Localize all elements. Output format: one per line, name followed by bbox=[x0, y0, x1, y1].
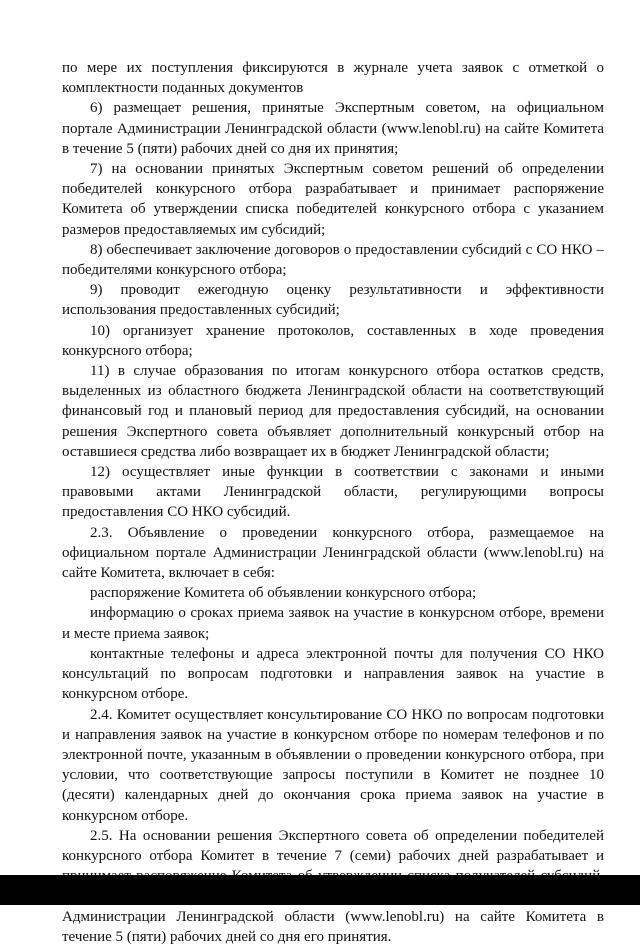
paragraph-announcement-dates: информацию о сроках приема заявок на участие в конкурсном отборе, времени и месте приема заявок; bbox=[62, 605, 604, 642]
paragraph-continuation: по мере их поступления фиксируются в журнале учета заявок с отметкой о комплектности поданных документов bbox=[62, 60, 604, 97]
paragraph-item-6: 6) размещает решения, принятые Экспертным советом, на официальном портале Администрации Ленинградской области (www.lenobl.ru) на сайте Комитета в течение 5 (пяти) рабочих дней со дня их принятия; bbox=[62, 100, 604, 157]
paragraph-item-9: 9) проводит ежегодную оценку результативности и эффективности использования предоставленных субсидий; bbox=[62, 282, 604, 319]
scan-bottom-edge bbox=[0, 875, 640, 905]
paragraph-item-12: 12) осуществляет иные функции в соответствии с законами и иными правовыми актами Ленинградской области, регулирующими вопросы предоставления СО НКО субсидий. bbox=[62, 464, 604, 521]
paragraph-item-10: 10) организует хранение протоколов, составленных в ходе проведения конкурсного отбора; bbox=[62, 322, 604, 359]
paragraph-item-8: 8) обеспечивает заключение договоров о предоставлении субсидий с СО НКО – победителями конкурсного отбора; bbox=[62, 241, 604, 279]
paragraph-announcement-contacts: контактные телефоны и адреса электронной почты для получения СО НКО консультаций по вопросам подготовки и направления заявок на участие в конкурсном отборе. bbox=[62, 645, 604, 703]
paragraph-section-2-4: 2.4. Комитет осуществляет консультирование СО НКО по вопросам подготовки и направления заявок на участие в конкурсном отборе по номерам телефонов и по электронной почте, указанным в объявлении о проведении конкурсного отбора, при условии, что соответствующие запросы поступили в Комитет не позднее 10 (десяти) календарных дней до окончания срока приема заявок на участие в конкурсном отборе. bbox=[62, 706, 604, 824]
paragraph-section-2-3: 2.3. Объявление о проведении конкурсного отбора, размещаемое на официальном портале Администрации Ленинградской области (www.lenobl.ru) на сайте Комитета, включает в себя: bbox=[62, 524, 604, 582]
paragraph-item-7: 7) на основании принятых Экспертным советом решений об определении победителей конкурсного отбора разрабатывает и принимает распоряжение Комитета об утверждении списка победителей конкурсного отбора с указанием размеров предоставляемых им субсидий; bbox=[62, 161, 604, 238]
document-page bbox=[62, 58, 604, 947]
paragraph-section-2-5: 2.5. На основании решения Экспертного совета об определении победителей конкурсного отбора Комитет в течение 7 (семи) рабочих дней разрабатывает и Администрации Ленинградской области (www.lenobl.ru) на сайте Комитета в течение 5 (пяти) рабочих дней со дня его принятия. bbox=[62, 827, 604, 945]
paragraph-item-11: 11) в случае образования по итогам конкурсного отбора остатков средств, выделенных из областного бюджета Ленинградской области на соответствующий финансовый год и плановый период для предоставления субсидий, на основании решения Экспертного совета объявляет дополнительный конкурсный отбор на оставшиеся средства либо возвращает их в бюджет Ленинградской области; bbox=[62, 363, 604, 460]
paragraph-announcement-order: распоряжение Комитета об объявлении конкурсного отбора; bbox=[90, 585, 477, 602]
